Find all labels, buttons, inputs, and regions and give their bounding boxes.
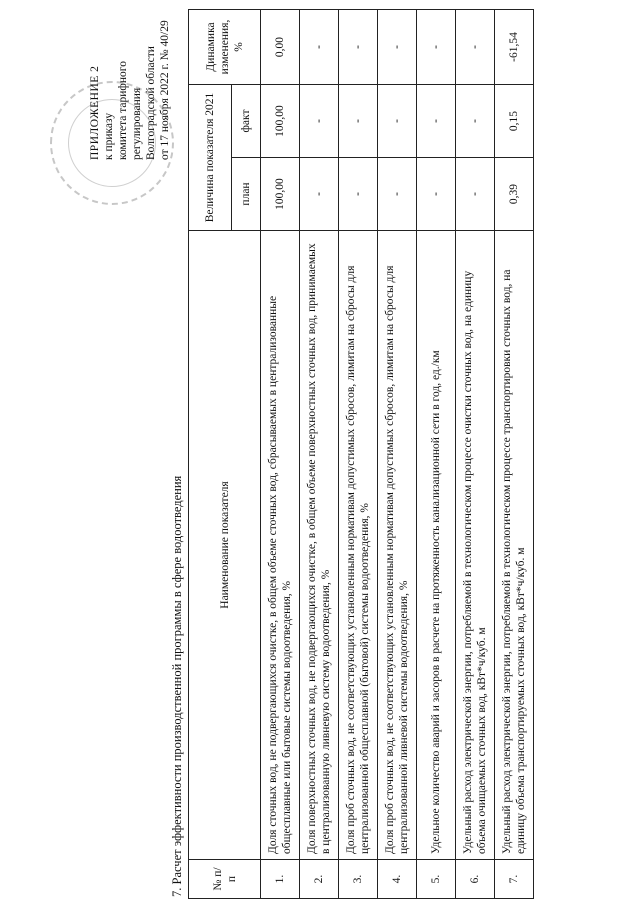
row-num: 2.	[300, 860, 339, 899]
appendix-line-4: от 17 ноября 2022 г. № 40/29	[159, 20, 171, 160]
row-name: Удельный расход электрической энергии, потребляемой в технологическом процессе очистки сточных вод, на единицу объема очищаемых сточных вод, кВт*ч/куб. м	[456, 231, 495, 860]
table-row	[300, 10, 339, 899]
row-fact: -	[339, 85, 378, 158]
appendix-line-3: Волгоградской области	[145, 46, 157, 160]
row-num: 6.	[456, 860, 495, 899]
appendix-block	[88, 10, 172, 160]
row-plan: -	[339, 158, 378, 231]
row-num: 3.	[339, 860, 378, 899]
table-header-row	[189, 10, 232, 899]
row-plan: -	[417, 158, 456, 231]
efficiency-table	[188, 9, 534, 899]
row-num: 1.	[261, 860, 300, 899]
header-num: № п/п	[189, 860, 261, 899]
row-num: 5.	[417, 860, 456, 899]
row-num: 4.	[378, 860, 417, 899]
header-dynamics: Динамика изменения, %	[189, 10, 261, 85]
row-plan: 0,39	[495, 158, 534, 231]
header-value-group: Величина показателя 2021	[189, 85, 232, 231]
appendix-title: ПРИЛОЖЕНИЕ 2	[89, 65, 101, 160]
table-row	[261, 10, 300, 899]
row-dynamics: -	[378, 10, 417, 85]
row-name: Доля проб сточных вод, не соответствующих установленным нормативам допустимых сбросов, лимитам на сбросы для централизованной общесплавной (бытовой) системы водоотведения, %	[339, 231, 378, 860]
table-row	[339, 10, 378, 899]
header-fact: факт	[232, 85, 261, 158]
table-row	[378, 10, 417, 899]
row-name: Доля проб сточных вод, не соответствующих установленным нормативам допустимых сбросов, лимитам на сбросы для централизованной ливневой системы водоотведения, %	[378, 231, 417, 860]
row-fact: -	[456, 85, 495, 158]
row-dynamics: 0,00	[261, 10, 300, 85]
table-row	[417, 10, 456, 899]
row-fact: 100,00	[261, 85, 300, 158]
document-title: 7. Расчет эффективности производственной программы в сфере водоотведения	[170, 475, 184, 897]
row-dynamics: -	[417, 10, 456, 85]
row-dynamics: -61,54	[495, 10, 534, 85]
appendix-line-1: к приказу	[103, 112, 115, 160]
row-num: 7.	[495, 860, 534, 899]
row-plan: -	[300, 158, 339, 231]
row-fact: -	[417, 85, 456, 158]
header-name: Наименование показателя	[189, 231, 261, 860]
row-fact: -	[378, 85, 417, 158]
row-name: Доля поверхностных сточных вод, не подвергающихся очистке, в общем объеме поверхностных сточных вод, принимаемых в централизованную ливневую систему водоотведения, %	[300, 231, 339, 860]
table-row	[495, 10, 534, 899]
header-plan: план	[232, 158, 261, 231]
row-fact: 0,15	[495, 85, 534, 158]
row-dynamics: -	[339, 10, 378, 85]
row-plan: -	[456, 158, 495, 231]
row-plan: 100,00	[261, 158, 300, 231]
row-name: Удельный расход электрической энергии, потребляемой в технологическом процессе транспортировки сточных вод, на единицу объема транспортируемых сточных вод, кВт*ч/куб. м	[495, 231, 534, 860]
row-name: Доля сточных вод, не подвергающихся очистке, в общем объеме сточных вод, сбрасываемых в централизованные общесплавные или бытовые системы водоотведения, %	[261, 231, 300, 860]
row-plan: -	[378, 158, 417, 231]
row-name: Удельное количество аварий и засоров в расчете на протяженность канализационной сети в год, ед./км	[417, 231, 456, 860]
row-fact: -	[300, 85, 339, 158]
row-dynamics: -	[300, 10, 339, 85]
table-row	[456, 10, 495, 899]
appendix-line-2: комитета тарифного регулирования	[117, 61, 143, 160]
row-dynamics: -	[456, 10, 495, 85]
